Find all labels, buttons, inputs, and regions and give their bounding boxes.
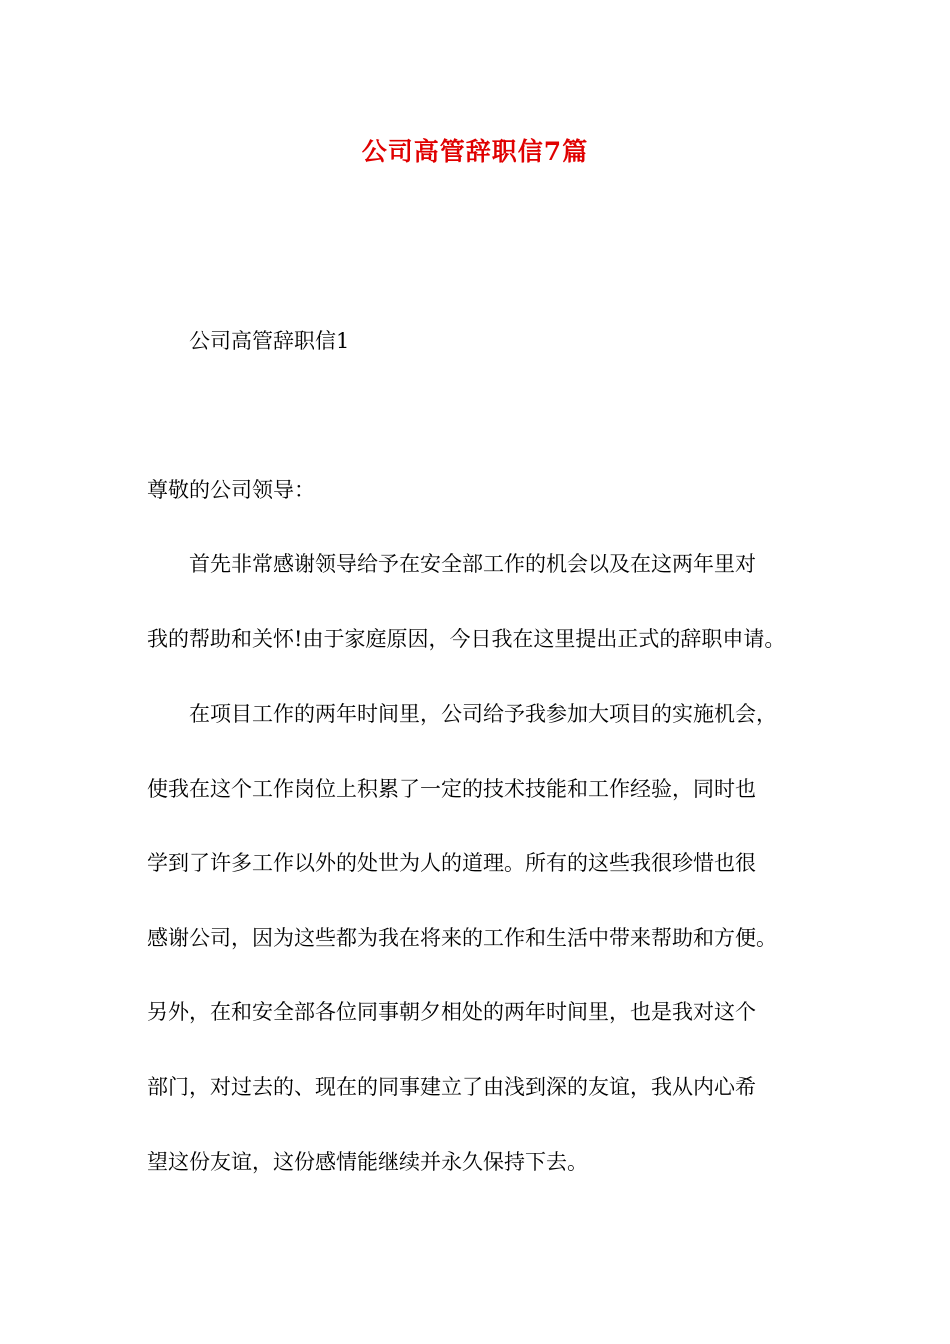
paragraph-line: 学到了许多工作以外的处世为人的道理。所有的这些我很珍惜也很 [147,851,756,875]
paragraph-line: 在项目工作的两年时间里，公司给予我参加大项目的实施机会， [189,702,777,726]
paragraph-line: 另外，在和安全部各位同事朝夕相处的两年时间里，也是我对这个 [147,1000,756,1024]
section-heading: 公司高管辞职信1 [189,329,350,353]
paragraph-line: 使我在这个工作岗位上积累了一定的技术技能和工作经验，同时也 [147,777,756,801]
paragraph-line: 首先非常感谢领导给予在安全部工作的机会以及在这两年里对 [189,552,756,576]
paragraph-line: 感谢公司，因为这些都为我在将来的工作和生活中带来帮助和方便。 [147,926,777,950]
document-title: 公司高管辞职信7篇 [361,137,589,166]
paragraph-line: 我的帮助和关怀!由于家庭原因，今日我在这里提出正式的辞职申请。 [147,627,786,651]
paragraph-line: 望这份友谊，这份感情能继续并永久保持下去。 [147,1150,588,1174]
salutation: 尊敬的公司领导： [147,478,315,502]
paragraph-line: 部门，对过去的、现在的同事建立了由浅到深的友谊，我从内心希 [147,1075,756,1099]
